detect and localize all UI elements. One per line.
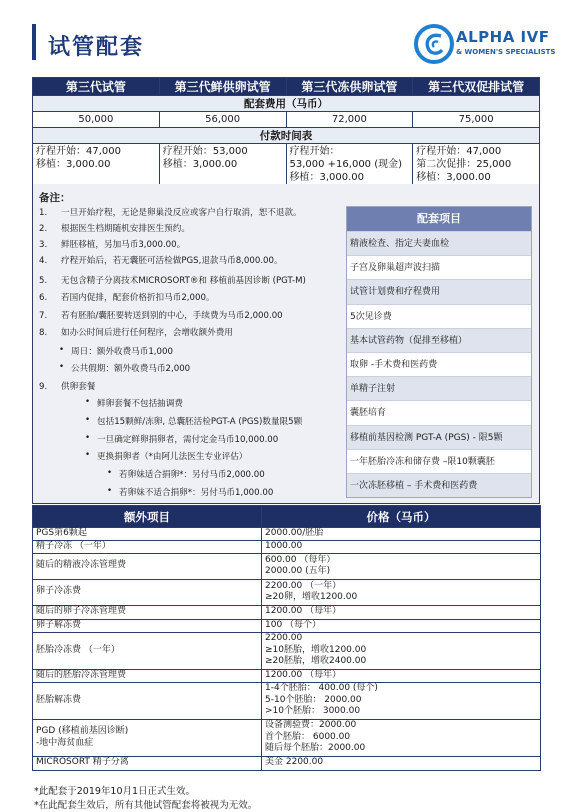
logo-subtitle: & WOMEN'S SPECIALISTS: [456, 48, 556, 56]
price-cell: 72,000: [286, 112, 413, 128]
package-item: 移植前基因检测 PGT-A (PGS) - 限5颗: [347, 425, 531, 449]
note-item: 6. 若国内促排，配套价格折扣马币2,000。: [39, 293, 215, 303]
table-row: [33, 579, 541, 605]
note-item: 9. 供卵套餐: [39, 382, 96, 392]
extra-price: 1200.00 （每年）: [262, 669, 541, 682]
price-cell: 75,000: [413, 112, 540, 128]
extra-price: 2200.00 ≥10胚胎，增收1200.00 ≥20胚胎，增收2400.00: [262, 632, 541, 669]
page-title: 试管配套: [48, 35, 145, 60]
extra-item-header: 额外项目: [33, 506, 262, 528]
extra-item: 随后的胚胎冷冻管理费: [33, 669, 262, 682]
note-9-sub-bullet: • 若卵妹不适合捐卵*：另付马币1,000.00: [119, 486, 273, 498]
note-item: 3. 鲜胚移植，另加马币3,000.00。: [39, 240, 186, 250]
extra-item: PGD (移植前基因诊断) -地中海贫血症: [33, 719, 262, 756]
extra-item: 卵子冷冻费: [33, 579, 262, 605]
note-item: 7. 若有胚胎/囊胚要转送到别的中心，手续费为马币2,000.00: [39, 311, 283, 321]
table-row: [33, 719, 541, 756]
package-item-list: [347, 231, 531, 497]
package-price-table: [32, 77, 540, 186]
package-item: 单精子注射: [347, 376, 531, 400]
extra-item: MICROSORT 精子分离: [33, 756, 262, 770]
package-item: 取卵 -手术费和医药费: [347, 352, 531, 376]
package-item: 一年胚胎冷冻和储存费 –限10颗囊胚: [347, 449, 531, 473]
extra-price: 1000.00: [262, 540, 541, 553]
extra-price: 美金 2200.00: [262, 756, 541, 770]
extra-price-header: 价格（马币）: [262, 506, 541, 528]
table-row: [33, 682, 541, 719]
package-item: 一次冻胚移植 – 手术费和医药费: [347, 473, 531, 497]
schedule-label: 付款时间表: [33, 128, 540, 144]
title-accent-bar: [32, 24, 36, 60]
note-item: 2. 根据医生档期随机安排医生预约。: [39, 224, 190, 234]
extra-price: 设备测验费：2000.00 首个胚胎： 6000.00 随后每个胚胎：2000.00: [262, 719, 541, 756]
schedule-cell: 疗程开始：47,000 第二次促排：25,000 移植：3,000.00: [413, 144, 540, 186]
note-9-bullet: • 包括15颗鲜/冻卵, 总囊胚活检PGT-A (PGS)数量限5颗: [97, 415, 302, 427]
extra-header-row: [33, 506, 541, 528]
notes-title: 备注：: [39, 192, 71, 204]
extra-item: 精子冷冻 （一年）: [33, 540, 262, 553]
note-item: 5. 无包含精子分离技术MICROSORT®和 移植前基因诊断 (PGT-M): [39, 276, 306, 286]
package-item: 试管计划费和疗程费用: [347, 279, 531, 303]
extra-items-table: [32, 505, 541, 771]
column-header: 第三代双促排试管: [413, 78, 540, 96]
table-row: [33, 553, 541, 579]
table-row: [33, 619, 541, 632]
footer-note: *此配套于2019年10月1日正式生效。: [34, 786, 196, 797]
table-header-row: [33, 78, 540, 96]
column-header: 第三代鲜供卵试管: [159, 78, 286, 96]
package-item: 5次见诊费: [347, 304, 531, 328]
price-cell: 50,000: [33, 112, 160, 128]
schedule-cell: 疗程开始：47,000 移植：3,000.00: [33, 144, 160, 186]
note-item: 8. 如办公时间后进行任何程序，会增收额外费用: [39, 328, 233, 338]
note-9-sub-bullet: • 若卵妹适合捐卵*：另付马币2,000.00: [119, 468, 265, 480]
table-row: [33, 756, 541, 770]
table-row: [33, 528, 541, 541]
note-9-bullet: • 更换捐卵者（*由阿儿法医生专业评估）: [97, 450, 247, 462]
price-cell: 56,000: [159, 112, 286, 128]
extra-item: 随后的精液冷冻管理费: [33, 553, 262, 579]
extra-item: 随后的卵子冷冻管理费: [33, 605, 262, 619]
package-item: 精液检查、指定夫妻血检: [347, 231, 531, 255]
note-9-bullet: • 鲜卵套餐不包括抽调费: [97, 397, 183, 409]
extra-item: PGS第6颗起: [33, 528, 262, 541]
footer-note: *在此配套生效后，所有其他试管配套将被视为无效。: [34, 800, 258, 811]
extra-price: 1200.00 （每年）: [262, 605, 541, 619]
note-item: 4. 疗程开始后，若无囊胚可活检做PGS,退款马币8,000.00。: [39, 256, 283, 266]
note-item: 1. 一旦开始疗程，无论是卵巢没反应或客户自行取消，恕不退款。: [39, 208, 302, 218]
logo-mark-icon: [414, 24, 454, 64]
table-row: [33, 669, 541, 682]
price-row: [33, 112, 540, 128]
column-header: 第三代冻供卵试管: [286, 78, 413, 96]
note-9-bullet: • 一旦确定鲜卵捐卵者，需付定金马币10,000.00: [97, 433, 278, 445]
brand-logo: [414, 24, 556, 66]
column-header: 第三代试管: [33, 78, 160, 96]
extra-price: 2200.00 （一年） ≥20卵，增收1200.00: [262, 579, 541, 605]
package-item: 囊胚培育: [347, 400, 531, 424]
schedule-cell: 疗程开始：53,000 移植：3,000.00: [159, 144, 286, 186]
note-8-bullet: • 公共假期：额外收费马币2,000: [71, 362, 190, 374]
price-label-row: [33, 96, 540, 112]
extra-price: 100 （每个）: [262, 619, 541, 632]
extra-item: 胚胎解冻费: [33, 682, 262, 719]
table-row: [33, 605, 541, 619]
extra-price: 2000.00/胚胎: [262, 528, 541, 541]
table-row: [33, 632, 541, 669]
note-8-bullet: • 周日：额外收费马币1,000: [71, 345, 173, 357]
schedule-cell: 疗程开始： 53,000 +16,000 (现金) 移植：3,000.00: [286, 144, 413, 186]
price-label: 配套费用（马币）: [33, 96, 540, 112]
extra-price: 1-4个胚胎： 400.00 (每个) 5-10个胚胎： 2000.00 >10个胚胎： 3000.00: [262, 682, 541, 719]
logo-name: ALPHA IVF: [456, 28, 550, 46]
package-items-title: 配套项目: [347, 207, 531, 231]
extra-price: 600.00 （每年） 2000.00 (五年): [262, 553, 541, 579]
extra-item: 卵子解冻费: [33, 619, 262, 632]
schedule-label-row: [33, 128, 540, 144]
table-row: [33, 540, 541, 553]
package-items-box: [346, 206, 532, 498]
package-item: 基本试管药物（促排至移植）: [347, 328, 531, 352]
package-item: 子宫及卵巢超声波扫描: [347, 255, 531, 279]
schedule-row: [33, 144, 540, 186]
extra-item: 胚胎冷冻费 （一年）: [33, 632, 262, 669]
